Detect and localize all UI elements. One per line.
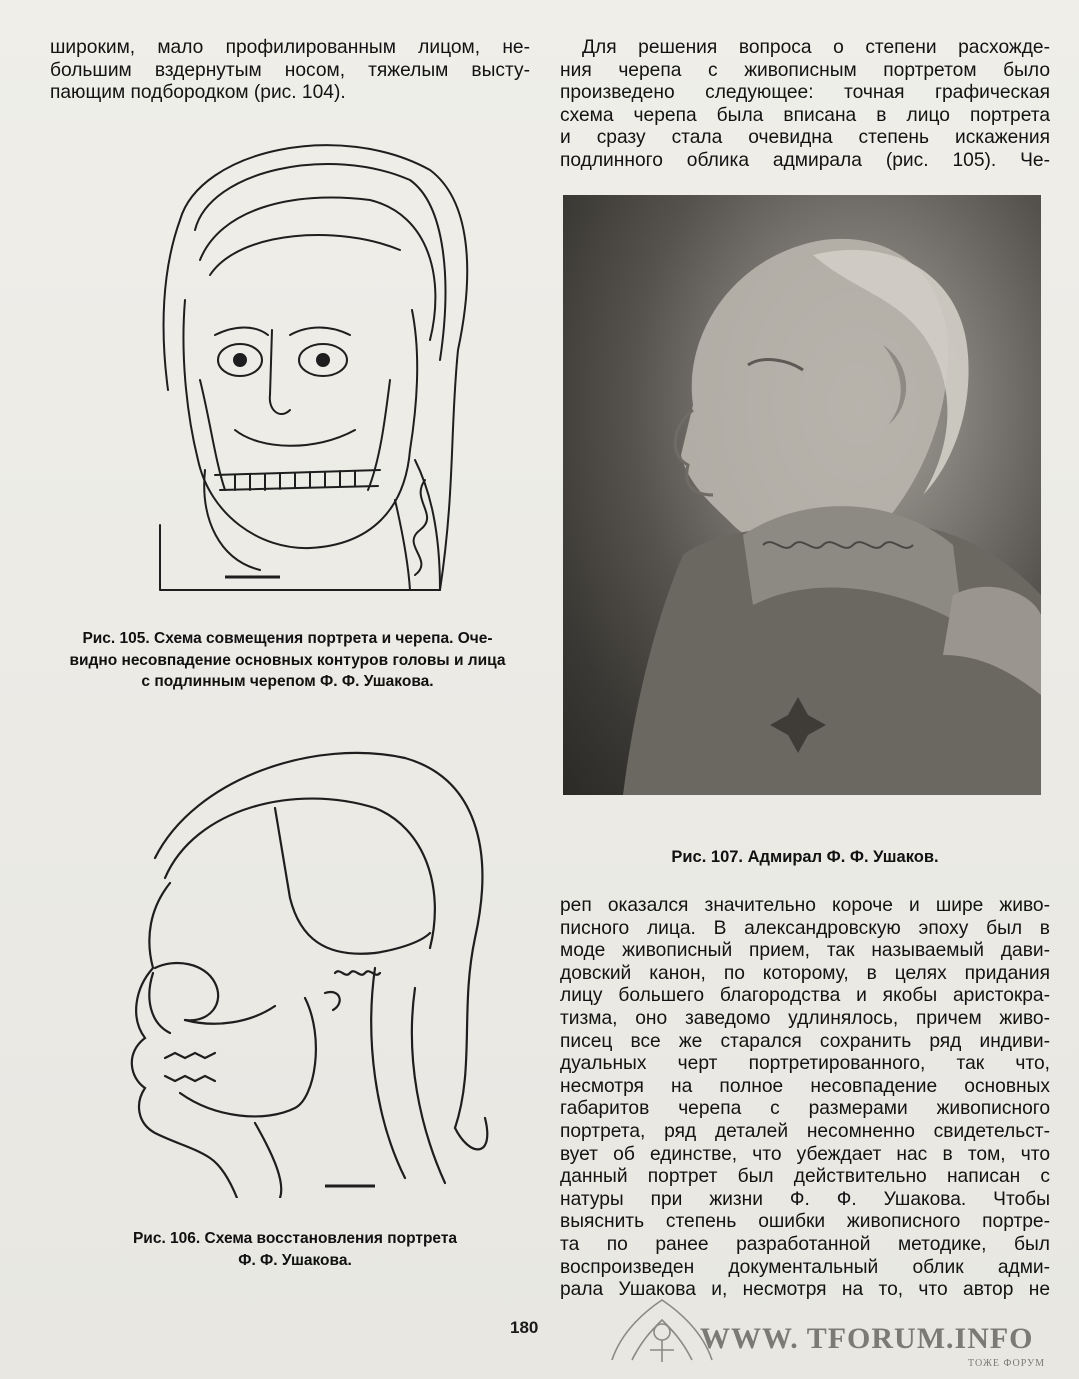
text-line: та по ранее разработанной методике, был	[560, 1233, 1050, 1255]
figure-105-caption	[40, 628, 535, 693]
text-line: дуальных черт портретированного, так что,	[560, 1053, 1050, 1075]
caption-line: с подлинным черепом Ф. Ф. Ушакова.	[141, 673, 434, 690]
text-line: выяснить степень ошибки живописного портре-	[560, 1211, 1050, 1233]
page-number: 180	[510, 1318, 539, 1337]
text-line: вует об единстве, что убеждает нас в том, что	[560, 1143, 1050, 1165]
text-line: рала Ушакова и, несмотря на то, что автор не	[560, 1279, 1050, 1301]
caption-line: видно несовпадение основных контуров головы и лица	[69, 651, 506, 669]
watermark-site: WWW. TFORUM.INFO	[700, 1322, 1034, 1355]
figure-107-caption	[600, 847, 1010, 869]
text-line: и сразу стала очевидна степень искажения	[560, 127, 1050, 149]
figure-106-drawing	[75, 738, 515, 1198]
bleed-through-texture-3	[545, 785, 775, 905]
text-line: реп оказался значительно короче и шире живо-	[560, 895, 1050, 916]
text-line: габаритов черепа с размерами живописного	[560, 1098, 1050, 1120]
caption-line: Рис. 107. Адмирал Ф. Ф. Ушаков.	[671, 848, 939, 866]
text-line: воспроизведен документальный облик адми-	[560, 1256, 1050, 1278]
right-top-paragraph	[560, 37, 1050, 173]
right-bottom-paragraph	[560, 895, 1050, 1302]
text-line: подлинного облика адмирала (рис. 105). Че-	[560, 149, 1050, 171]
text-line: схема черепа была вписана в лицо портрета	[560, 104, 1050, 126]
text-line: портрета, ряд деталей несомненно свидетельст-	[560, 1120, 1050, 1142]
figure-107-bust-photo	[563, 195, 1041, 795]
text-line: лицу большего благородства и якобы аристокра-	[560, 985, 1050, 1007]
caption-line: Ф. Ф. Ушакова.	[238, 1251, 352, 1269]
bust-silhouette	[563, 195, 1041, 795]
text-line: писец все же старался сохранить ряд индиви-	[560, 1030, 1050, 1052]
text-line: несмотря на полное несовпадение основных	[560, 1075, 1050, 1097]
text-line: ния черепа с живописным портретом было	[560, 59, 1050, 81]
watermark-tagline: ТОЖЕ ФОРУМ	[968, 1358, 1046, 1369]
text-line: моде живописный прием, так называемый дави-	[560, 940, 1050, 962]
text-line: широким, мало профилированным лицом, не-	[50, 37, 530, 58]
text-line: большим вздернутым носом, тяжелым высту-	[50, 59, 530, 81]
text-line: довский канон, по которому, в целях придания	[560, 962, 1050, 984]
text-line: натуры при жизни Ф. Ф. Ушакова. Чтобы	[560, 1188, 1050, 1210]
caption-line: Рис. 106. Схема восстановления портрета	[132, 1230, 458, 1247]
text-line: тизма, оно заведомо удлинялось, причем живо-	[560, 1007, 1050, 1029]
caption-line: Рис. 105. Схема совмещения портрета и черепа. Оче-	[82, 630, 493, 647]
text-line: Для решения вопроса о степени расхожде-	[582, 37, 1050, 58]
text-line: писного лица. В александровскую эпоху был в	[560, 917, 1050, 939]
figure-106-caption	[95, 1228, 495, 1271]
text-line: пающим подбородком (рис. 104).	[50, 82, 346, 104]
figure-105-drawing	[140, 130, 500, 595]
text-line: произведено следующее: точная графическая	[560, 82, 1050, 104]
text-line: данный портрет был действительно написан с	[560, 1166, 1050, 1188]
intro-paragraph	[50, 37, 530, 105]
